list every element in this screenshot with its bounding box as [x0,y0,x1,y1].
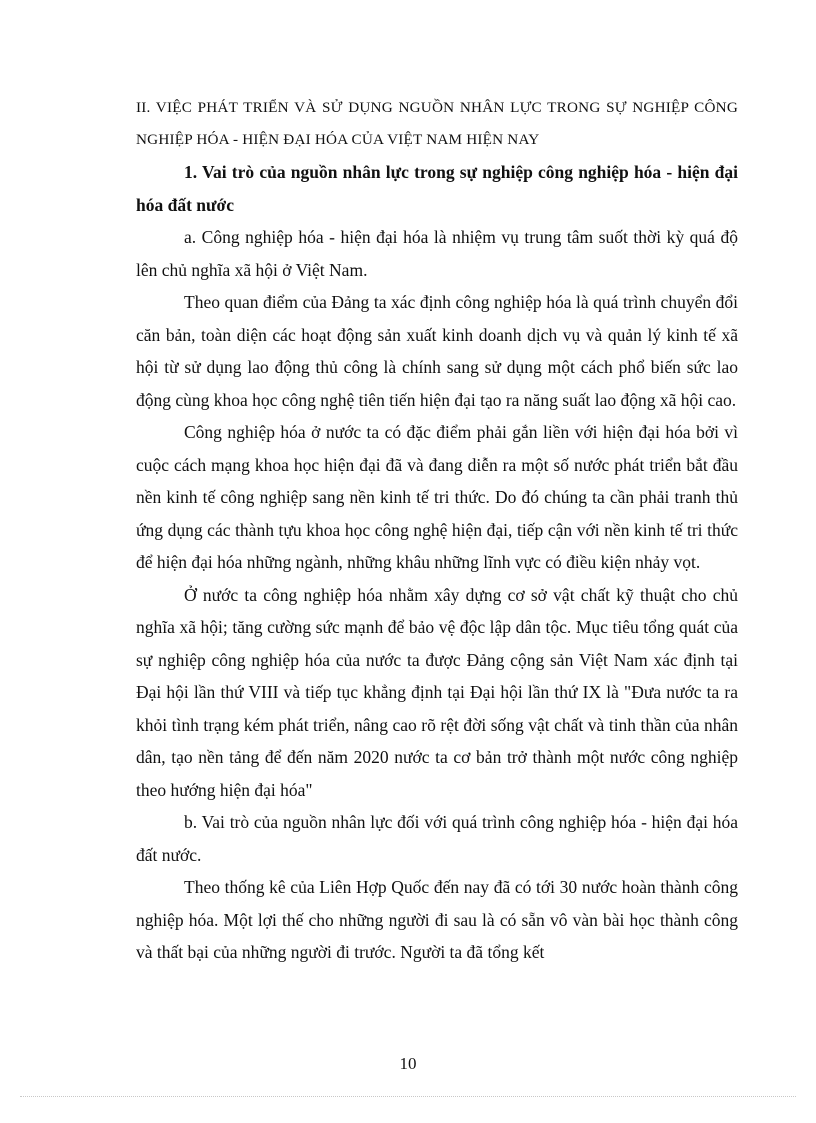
document-body [136,92,738,969]
section-heading: II. VIỆC PHÁT TRIỂN VÀ SỬ DỤNG NGUỒN NHÂN LỰC TRONG SỰ NGHIỆP CÔNG NGHIỆP HÓA - HIỆN ĐẠI HÓA CỦA VIỆT NAM HIỆN NAY [136,99,738,148]
paragraph: Theo thống kê của Liên Hợp Quốc đến nay đã có tới 30 nước hoàn thành công nghiệp hóa. Một lợi thế cho những người đi sau là có sẵn vô vàn bài học thành công và thất bại của những người đi trước. Người ta đã tổng kết [136,877,738,962]
paragraph: Theo quan điểm của Đảng ta xác định công nghiệp hóa là quá trình chuyển đổi căn bản, toàn diện các hoạt động sản xuất kinh doanh dịch vụ và quản lý kinh tế xã hội từ sử dụng lao động thủ công là chính sang sử dụng một cách phổ biến sức lao động cùng khoa học công nghệ tiên tiến hiện đại tạo ra năng suất lao động xã hội cao. [136,292,738,410]
paragraph: Ở nước ta công nghiệp hóa nhằm xây dựng cơ sở vật chất kỹ thuật cho chủ nghĩa xã hội; tăng cường sức mạnh để bảo vệ độc lập dân tộc. Mục tiêu tổng quát của sự nghiệp công nghiệp hóa của nước ta được Đảng cộng sản Việt Nam xác định tại Đại hội lần thứ VIII và tiếp tục khẳng định tại Đại hội lần thứ IX là "Đưa nước ta ra khỏi tình trạng kém phát triển, nâng cao rõ rệt đời sống vật chất và tinh thần của nhân dân, tạo nền tảng để đến năm 2020 nước ta cơ bản trở thành một nước công nghiệp theo hướng hiện đại hóa" [136,584,738,800]
subsection-heading: 1. Vai trò của nguồn nhân lực trong sự nghiệp công nghiệp hóa - hiện đại hóa đất nước [136,162,738,215]
page-bottom-divider [20,1096,796,1097]
paragraph: Công nghiệp hóa ở nước ta có đặc điểm phải gắn liền với hiện đại hóa bởi vì cuộc cách mạng khoa học hiện đại đã và đang diễn ra một số nước phát triển bắt đầu nền kinh tế công nghiệp sang nền kinh tế tri thức. Do đó chúng ta cần phải tranh thủ ứng dụng các thành tựu khoa học công nghệ hiện đại, tiếp cận với nền kinh tế tri thức để hiện đại hóa những ngành, những khâu những lĩnh vực có điều kiện nhảy vọt. [136,422,738,572]
page-number: 10 [399,1054,417,1073]
paragraph-b: b. Vai trò của nguồn nhân lực đối với quá trình công nghiệp hóa - hiện đại hóa đất nước. [136,812,738,865]
paragraph-a: a. Công nghiệp hóa - hiện đại hóa là nhiệm vụ trung tâm suốt thời kỳ quá độ lên chủ nghĩa xã hội ở Việt Nam. [136,227,738,280]
